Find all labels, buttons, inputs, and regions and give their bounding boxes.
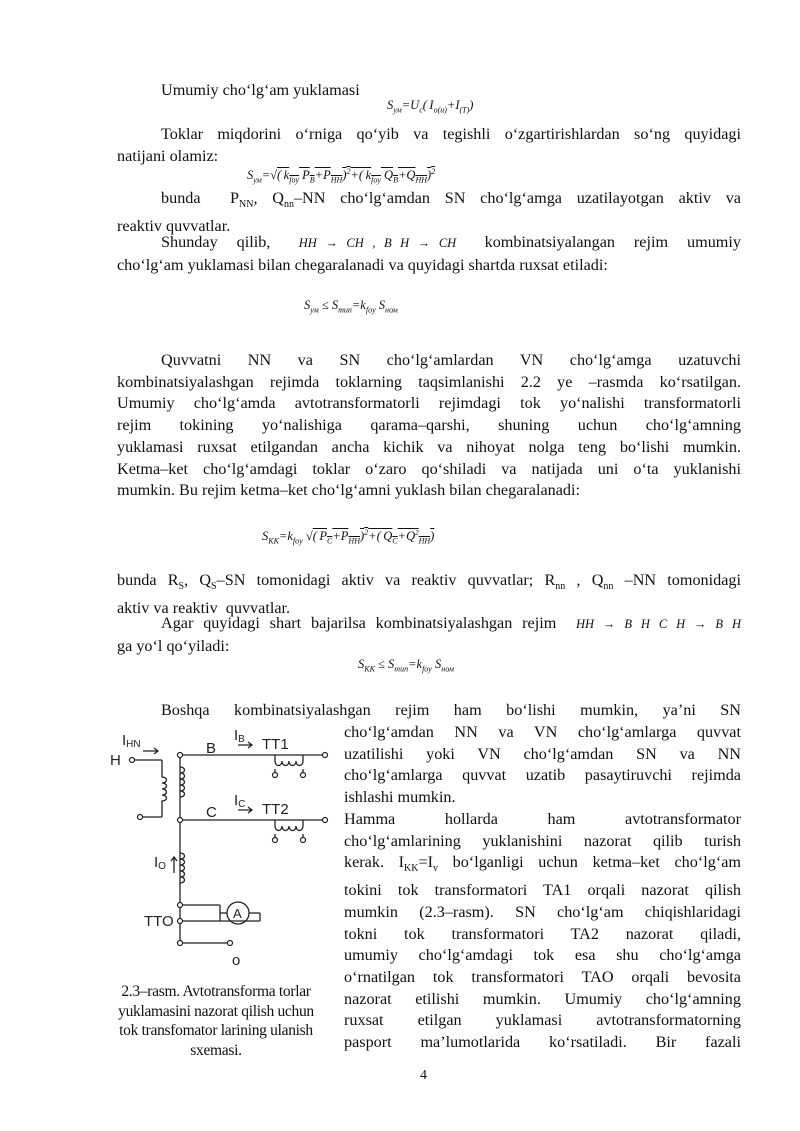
para-condition-allowed: Agar quyidagi shart bajarilsa kombinatsiyalashgan rejim HH → B H C H → B H ga yo‘l qo‘yiladi: xyxy=(117,613,741,657)
right-col-line: tokini tok transformatori TA1 orqali nazorat qilish xyxy=(344,881,741,900)
right-col-line: cho‘lg‘amdan NN va VN cho‘lg‘amlarga quvvat xyxy=(344,723,741,741)
label-tt2: TT2 xyxy=(262,801,289,818)
label-ammeter: A xyxy=(233,906,242,921)
para5-line: mumkin. Bu rejim ketma–ket cho‘lg‘amni yuklash bilan chegaralanadi: xyxy=(117,481,581,500)
right-col-line: Hamma hollarda ham avtotransformator xyxy=(344,809,741,828)
formula-condition-2: $S_{KK} \le S_{mun}=k_{foy}$ $S_{ном}$ xyxy=(358,657,454,674)
right-col-line: pasport ma’lumotlarida ko‘rsatiladi. Bir fazali xyxy=(344,1033,741,1052)
right-col-line: mumkin (2.3–rasm). SN cho‘lg‘am chiqishlaridagi xyxy=(344,902,741,921)
para-substitution: Toklar miqdorini o‘rniga qo‘yib va tegishli o‘zgartirishlardan so‘ng quyidagi natijani olamiz: xyxy=(117,125,741,165)
page-number: 4 xyxy=(420,1068,427,1083)
label-o: o xyxy=(232,952,241,969)
formula-s-um-current: $S_{ум}=U_c$( $I_{o(u)}+I_{(T)}$) xyxy=(387,98,474,115)
right-col-line: o‘rnatilgan tok transformatori TAO orqali bevosita xyxy=(344,967,741,986)
label-i-b: IB xyxy=(234,727,245,745)
right-col-line: ishlashi mumkin. xyxy=(344,788,456,807)
right-col-line: cho‘lg‘amlarining yuklanishini nazorat qilib turish xyxy=(344,831,741,850)
figure-ct-schematic xyxy=(110,725,340,970)
label-h: H xyxy=(110,752,121,769)
label-tt1: TT1 xyxy=(262,736,289,753)
label-b: B xyxy=(206,740,217,757)
para-where-rs: bunda $R_S$, $Q_S-SN$ tomonidagi aktiv va reaktiv quvvatlar; $R_{nn}$ , $Q_{nn}$ –NN tomonidagi aktiv va reaktiv quvvatlar. xyxy=(117,571,741,617)
para-thus-combined: Shunday qilib, HH → CH , B H → CH kombinatsiyalangan rejim umumiy cho‘lg‘am yuklamasi bilan chegaralanadi va quyidagi shartda ruxsat etiladi: xyxy=(117,233,741,274)
formula-s-kk: $S_{KK}=k_{foy}$ √( $P_C+P_{HH})^2+$( $Q_C+Q^2_{HH}$) xyxy=(262,528,435,546)
label-i-c: IC xyxy=(234,792,246,810)
para5-line: rejim tokining yo‘nalishiga qarama–qarshi, shuning uchun cho‘lg‘amning xyxy=(117,416,741,435)
para-right-column: cho‘lg‘amdan NN va VN cho‘lg‘amlarga quvvat uzatilishi yoki VN cho‘lg‘amdan SN va NN cho‘lg‘amlarga quvvat uzatib pasaytiruvchi rejimda ishlashi mumkin. Hamma hollarda ham avtotransformator cho‘lg‘amlarining yuklanishini nazorat qilib turish kerak. $I_{KK}=I_v$ bo‘lganligi uchun ketma–ket cho‘lg‘am tokini tok transformatori TA1 orqali nazorat qilish mumkin (2.3–rasm). SN cho‘lg‘am chiqishlaridagi tokni tok transformatori TA2 nazorat qiladi, umumiy cho‘lg‘amdagi tok esa shu cho‘lg‘amga o‘rnatilgan tok transformatori TAO orqali bevosita nazorat etilishi mumkin. Umumiy cho‘lg‘amning ruxsat etilgan yuklamasi avtotransformatorning pasport ma’lumotlarida ko‘rsatiladi. Bir fazali xyxy=(344,722,741,1054)
para5-line: Ketma–ket cho‘lg‘amdagi toklar o‘zaro qo‘shiladi va natijada uni o‘ta yuklanishi xyxy=(117,459,741,478)
figure-caption: 2.3–rasm. Avtotransforma torlar yuklamasini nazorat qilish uchun tok transfomator larining ulanish sxemasi. xyxy=(118,983,314,1059)
para5-line: Quvvatni NN va SN cho‘lg‘amlardan VN cho‘lg‘amga uzatuvchi xyxy=(161,351,741,369)
label-i-hn: IHN xyxy=(122,732,141,750)
para5-line: kombinatsiyalashgan rejimda toklarning taqsimlanishi 2.2 ye –rasmda ko‘rsatilgan. xyxy=(117,372,741,391)
para-other-modes xyxy=(117,700,741,722)
right-col-line: cho‘lg‘amlarga quvvat uzatib pasaytiruvchi rejimda xyxy=(344,766,741,785)
label-i-o: IO xyxy=(154,854,166,872)
right-col-line: umumiy cho‘lg‘amdagi tok esa shu cho‘lg‘amga xyxy=(344,946,741,965)
right-col-line: ruxsat etilgan yuklamasi avtotransformatorning xyxy=(344,1011,741,1030)
right-col-line: uzatilishi yoki VN cho‘lg‘amdan SN va NN xyxy=(344,744,741,763)
label-tto: TTO xyxy=(144,913,174,930)
label-c: C xyxy=(206,804,217,821)
para-power-distribution xyxy=(117,350,741,502)
formula-s-um-power: $S_{ум}=√$( $k_{foy}$ $P_B+P_{HH})^2+$( $k_{foy}$ $Q_B+Q_{HH})^2$ xyxy=(247,167,436,185)
right-col-line: tokni tok transformatori TA2 nazorat qiladi, xyxy=(344,924,741,943)
para5-line: yuklamasi ruxsat etilgandan ancha kichik va nihoyat nolga teng bo‘lishi mumkin. xyxy=(117,437,741,456)
para5-line: Umumiy cho‘lg‘amda avtotransformatorli rejimdagi tok yo‘nalishi transformatorli xyxy=(117,394,741,413)
para8-line1: Boshqa kombinatsiyalashgan rejim ham bo‘lishi mumkin, ya’ni SN xyxy=(161,701,741,719)
para-total-winding-load: Umumiy cho‘lg‘am yuklamasi xyxy=(161,81,360,99)
para-where-pnn: bunda $P_{NN}$, $Q_{nn}-NN$ cho‘lg‘amdan SN cho‘lg‘amga uzatilayotgan aktiv va reaktiv quvvatlar. xyxy=(117,189,741,235)
para7-line2: ga yo‘l qo‘yiladi: xyxy=(117,636,230,655)
right-col-line: nazorat etilishi mumkin. Umumiy cho‘lg‘amning xyxy=(344,989,741,1008)
formula-condition-1: $S_{ум} \le S_{mun}=k_{foy}$ $S_{ном}$ xyxy=(304,298,398,315)
